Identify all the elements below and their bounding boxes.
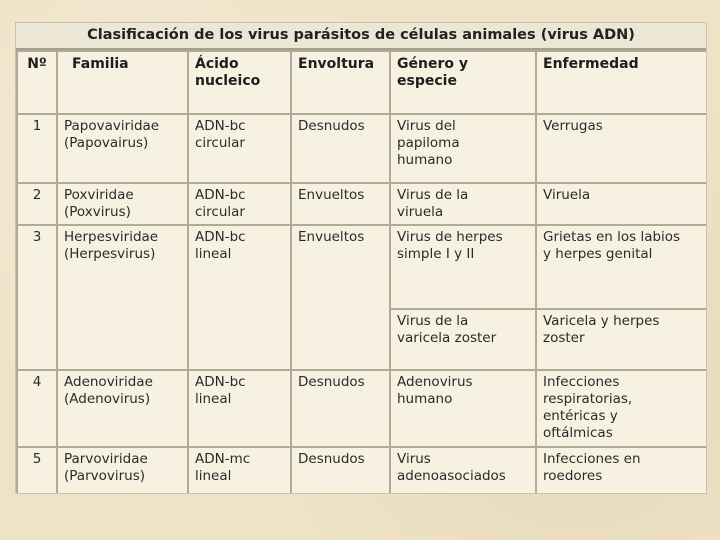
table-row [17,447,707,494]
enfermedad-line: Infecciones en [543,451,641,467]
enfermedad-line: entéricas y [543,408,618,424]
enfermedad-line: Grietas en los labios [543,229,681,245]
table-row [17,225,707,309]
genero-line: humano [397,152,453,168]
genero-cell [390,447,536,494]
virus-classification-table [16,50,707,494]
enfermedad-line: respiratorias, [543,391,633,407]
familia-cell [57,114,188,183]
genero-cell [390,225,536,309]
familia-genus: (Poxvirus) [64,204,131,220]
familia-name: Poxviridae [64,187,134,203]
enfermedad-line: Varicela y herpes [543,313,660,329]
familia-cell [57,183,188,225]
familia-name: Herpesviridae [64,229,159,245]
table-row [17,183,707,225]
header-genero-line-1: Género y [397,56,468,72]
enfermedad-line: y herpes genital [543,246,653,262]
enfermedad-line: Infecciones [543,374,620,390]
envoltura-cell: Envueltos [291,225,390,370]
genero-line: humano [397,391,453,407]
header-genero-line-2: especie [397,73,457,89]
enfermedad-cell [536,183,707,225]
acido-shape: lineal [195,246,232,262]
familia-name: Parvoviridae [64,451,148,467]
slide [15,22,707,494]
familia-cell [57,225,188,370]
acido-shape: lineal [195,468,232,484]
genero-line: simple I y II [397,246,475,262]
envoltura-cell: Desnudos [291,114,390,183]
genero-line: varicela zoster [397,330,497,346]
acido-type: ADN-mc [195,451,251,467]
enfermedad-cell [536,370,707,447]
row-num: 5 [17,447,57,494]
envoltura-cell: Envueltos [291,183,390,225]
row-num: 4 [17,370,57,447]
row-num: 2 [17,183,57,225]
enfermedad-line: Verrugas [543,118,603,134]
table-row [17,370,707,447]
header-genero-especie [390,51,536,114]
header-familia: Familia [57,51,188,114]
enfermedad-cell [536,225,707,309]
acido-shape: circular [195,204,245,220]
acido-type: ADN-bc [195,187,246,203]
genero-line: Adenovirus [397,374,473,390]
table-title: Clasificación de los virus parásitos de células animales (virus ADN) [16,23,706,50]
familia-cell [57,447,188,494]
header-acido-line-2: nucleico [195,73,261,89]
genero-line: adenoasociados [397,468,506,484]
genero-line: Virus de la [397,187,469,203]
genero-line: Virus [397,451,431,467]
row-num: 3 [17,225,57,370]
genero-cell [390,114,536,183]
genero-line: Virus del [397,118,456,134]
row-num: 1 [17,114,57,183]
enfermedad-line: oftálmicas [543,425,613,441]
familia-genus: (Papovairus) [64,135,149,151]
envoltura-cell: Desnudos [291,447,390,494]
genero-line: Virus de herpes [397,229,503,245]
familia-cell [57,370,188,447]
table-row [17,114,707,183]
acido-cell [188,447,291,494]
header-acido-line-1: Ácido [195,56,239,72]
acido-cell [188,370,291,447]
genero-cell [390,183,536,225]
header-row [17,51,707,114]
genero-cell [390,309,536,370]
header-enfermedad: Enfermedad [536,51,707,114]
acido-cell [188,183,291,225]
familia-genus: (Adenovirus) [64,391,151,407]
enfermedad-line: Viruela [543,187,591,203]
acido-type: ADN-bc [195,374,246,390]
acido-shape: circular [195,135,245,151]
familia-genus: (Herpesvirus) [64,246,156,262]
enfermedad-line: roedores [543,468,603,484]
header-envoltura: Envoltura [291,51,390,114]
header-acido-nucleico [188,51,291,114]
enfermedad-line: zoster [543,330,585,346]
enfermedad-cell [536,114,707,183]
enfermedad-cell [536,309,707,370]
enfermedad-cell [536,447,707,494]
genero-line: Virus de la [397,313,469,329]
acido-cell [188,225,291,370]
genero-cell [390,370,536,447]
acido-type: ADN-bc [195,118,246,134]
acido-cell [188,114,291,183]
familia-genus: (Parvovirus) [64,468,146,484]
envoltura-cell: Desnudos [291,370,390,447]
header-num: Nº [17,51,57,114]
acido-shape: lineal [195,391,232,407]
acido-type: ADN-bc [195,229,246,245]
familia-name: Papovaviridae [64,118,160,134]
genero-line: papiloma [397,135,460,151]
genero-line: viruela [397,204,444,220]
familia-name: Adenoviridae [64,374,153,390]
